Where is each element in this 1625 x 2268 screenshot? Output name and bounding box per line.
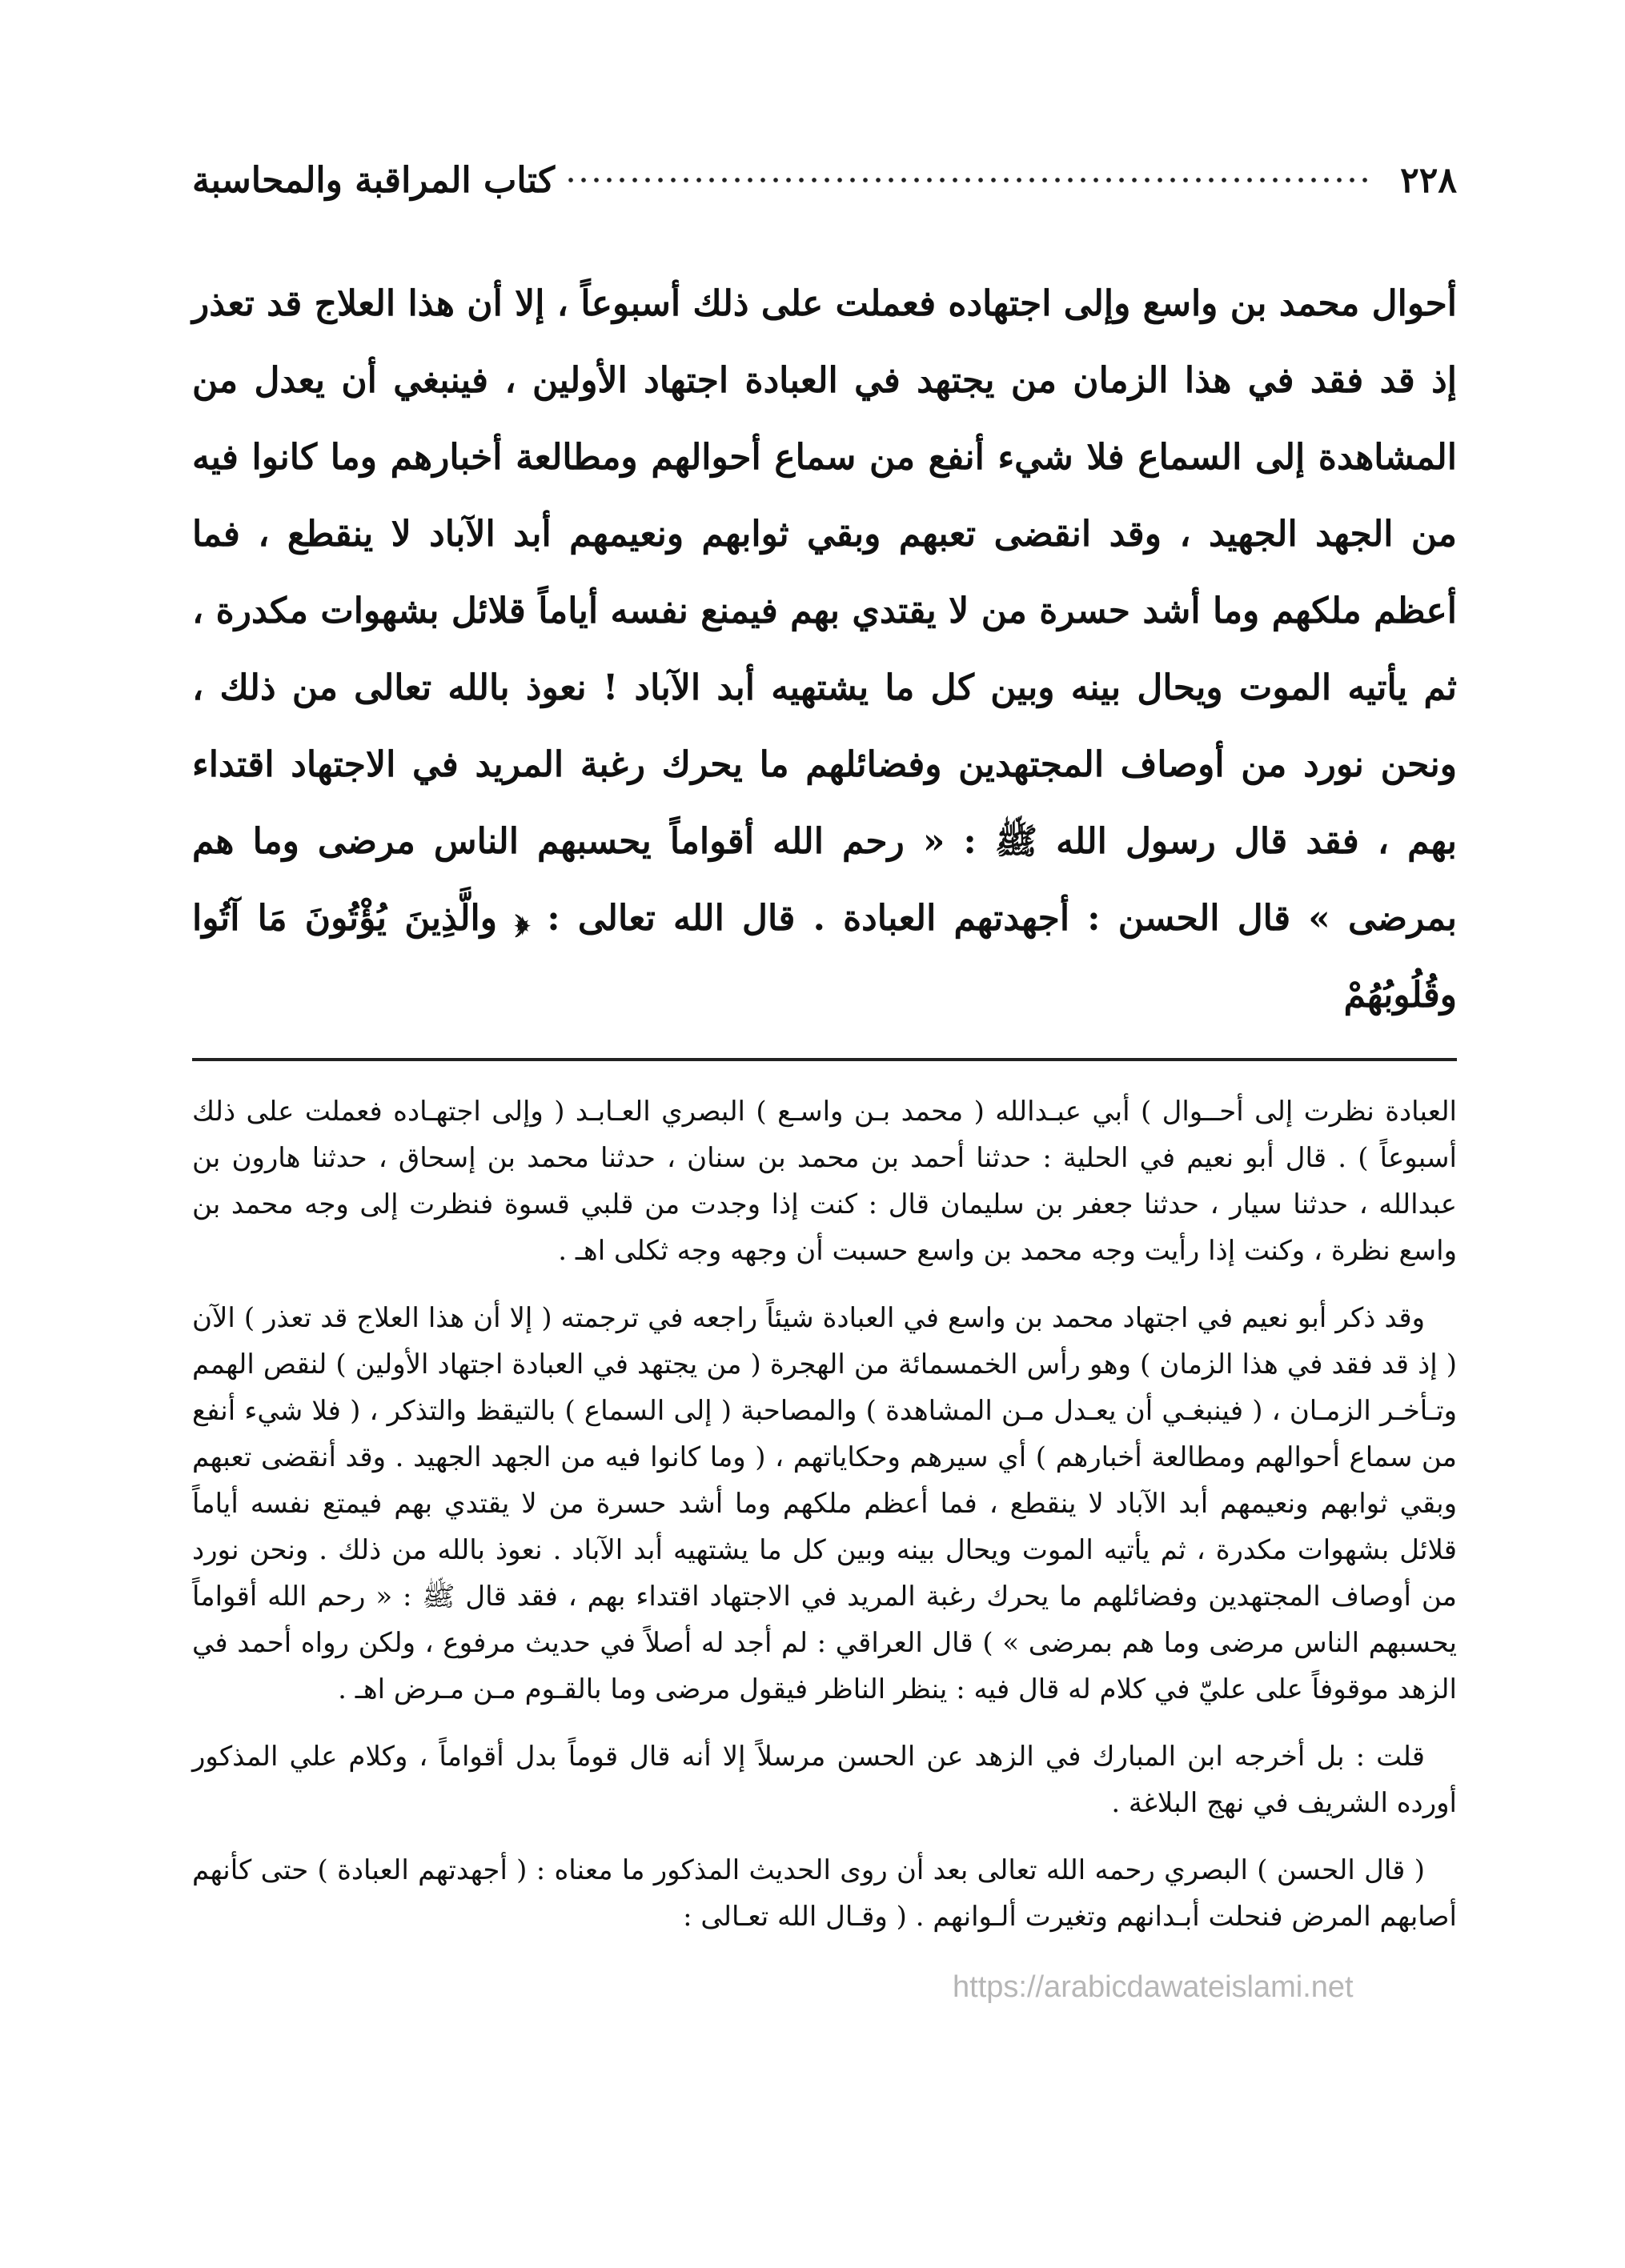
- main-paragraph: أحوال محمد بن واسع وإلى اجتهاده فعملت على ذلك أسبوعاً ، إلا أن هذا العلاج قد تعذر إذ قد فقد في هذا الزمان من يجتهد في العبادة اجتهاد الأولين ، فينبغي أن يعدل من المشاهدة إلى السماع فلا شيء أنفع من سماع أحوالهم ومطالعة أخبارهم وما كانوا فيه من الجهد الجهيد ، وقد انقضى تعبهم وبقي ثوابهم ونعيمهم أبد الآباد لا ينقطع ، فما أعظم ملكهم وما أشد حسرة من لا يقتدي بهم فيمنع نفسه أياماً قلائل بشهوات مكدرة ، ثم يأتيه الموت ويحال بينه وبين كل ما يشتهيه أبد الآباد ! نعوذ بالله تعالى من ذلك ، ونحن نورد من أوصاف المجتهدين وفضائلهم ما يحرك رغبة المريد في الاجتهاد اقتداء بهم ، فقد قال رسول الله ﷺ : « رحم الله أقواماً يحسبهم الناس مرضى وما هم بمرضى » قال الحسن : أجهدتهم العبادة . قال الله تعالى : ﴿ والَّذِينَ يُؤْتُونَ مَا آتُوا وقُلُوبُهُمْ: [192, 283, 1457, 1016]
- commentary-paragraph-1: العبادة نظرت إلى أحــوال ) أبي عبـدالله ( محمد بـن واسـع ) البصري العـابـد ( وإلى اجتهـاده فعملت على ذلك أسبوعاً ) . قال أبو نعيم في الحلية : حدثنا أحمد بن محمد بن سنان ، حدثنا محمد بن إسحاق ، حدثنا هارون بن عبدالله ، حدثنا سيار ، حدثنا جعفر بن سليمان قال : كنت إذا وجدت من قلبي قسوة فنظرت إلى وجه محمد بن واسع نظرة ، وكنت إذا رأيت وجه محمد بن واسع حسبت أن وجهه وجه ثكلى اهـ .: [192, 1096, 1457, 1267]
- page-number: ٢٢٨: [1400, 159, 1457, 201]
- commentary: [192, 1088, 1457, 1940]
- commentary-paragraph-2: وقد ذكر أبو نعيم في اجتهاد محمد بن واسع في العبادة شيئاً راجعه في ترجمته ( إلا أن هذا العلاج قد تعذر ) الآن ( إذ قد فقد في هذا الزمان ) وهو رأس الخمسمائة من الهجرة ( من يجتهد في العبادة اجتهاد الأولين ) لنقص الهمم وتـأخـر الزمـان ، ( فينبغـي أن يعـدل مـن المشاهدة ) والمصاحبة ( إلى السماع ) بالتيقظ والتذكر ، ( فلا شيء أنفع من سماع أحوالهم ومطالعة أخبارهم ) أي سيرهم وحكاياتهم ، ( وما كانوا فيه من الجهد الجهيد . وقد أنقضى تعبهم وبقي ثوابهم ونعيمهم أبد الآباد لا ينقطع ، فما أعظم ملكهم وما أشد حسرة من لا يقتدي بهم فيمتع نفسه أياماً قلائل بشهوات مكدرة ، ثم يأتيه الموت ويحال بينه وبين كل ما يشتهيه أبد الآباد . نعوذ بالله من ذلك . ونحن نورد من أوصاف المجتهدين وفضائلهم ما يحرك رغبة المريد في الاجتهاد اقتداء بهم ، فقد قال ﷺ : « رحم الله أقواماً يحسبهم الناس مرضى وما هم بمرضى » ) قال العراقي : لم أجد له أصلاً في حديث مرفوع ، ولكن رواه أحمد في الزهد موقوفاً على عليّ في كلام له قال فيه : ينظر الناظر فيقول مرضى وما بالقـوم مـن مـرض اهـ .: [192, 1302, 1457, 1705]
- commentary-paragraph-4: ( قال الحسن ) البصري رحمه الله تعالى بعد أن روى الحديث المذكور ما معناه : ( أجهدتهم العبادة ) حتى كأنهم أصابهم المرض فنحلت أبـدانهم وتغيرت ألـوانهم . ( وقـال الله تعـالى :: [192, 1854, 1457, 1933]
- header-dotted-leader: [568, 176, 1368, 184]
- book-page: [192, 152, 1457, 1961]
- main-text: [192, 266, 1457, 1034]
- watermark-url: https://arabicdawateislami.net: [953, 1970, 1354, 2004]
- page-header: [192, 152, 1457, 208]
- commentary-paragraph-3: قلت : بل أخرجه ابن المبارك في الزهد عن الحسن مرسلاً إلا أنه قال قوماً بدل أقواماً ، وكلام علي المذكور أورده الشريف في نهج البلاغة .: [192, 1741, 1457, 1819]
- footnote-divider: [192, 1058, 1457, 1061]
- book-title: كتاب المراقبة والمحاسبة: [192, 159, 556, 201]
